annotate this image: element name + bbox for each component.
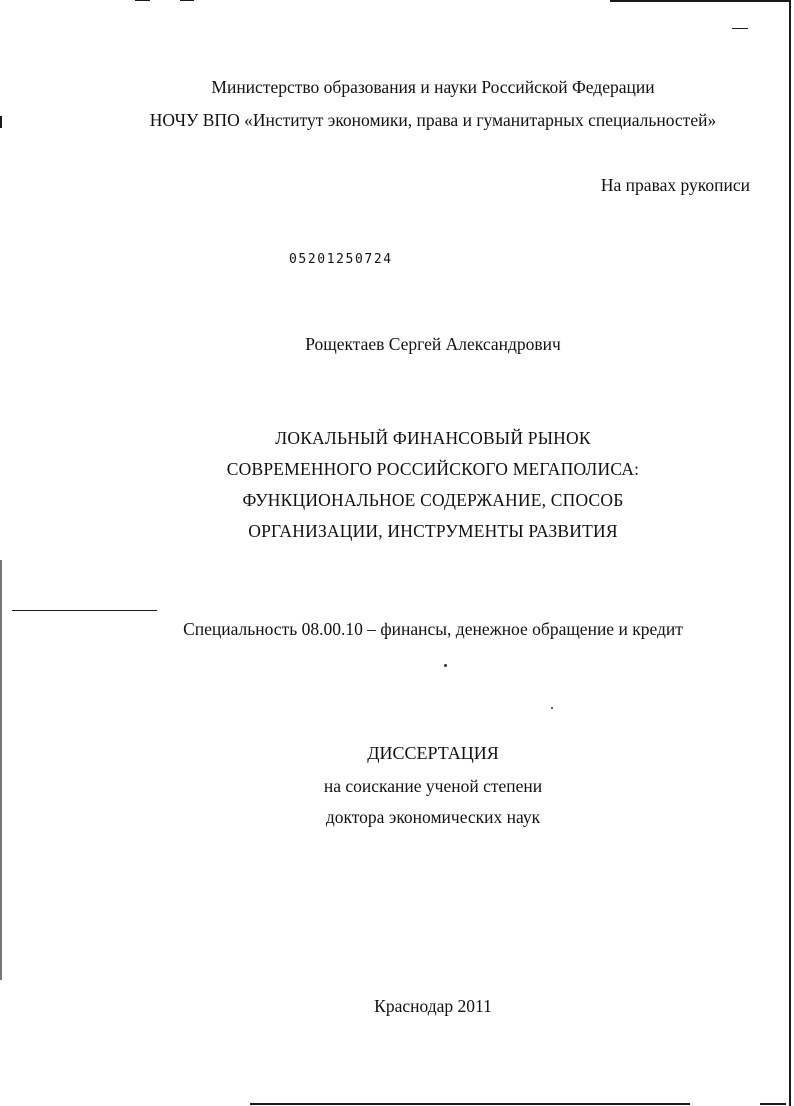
- scan-mark-top-1: [135, 0, 150, 1]
- title-line: ОРГАНИЗАЦИИ, ИНСТРУМЕНТЫ РАЗВИТИЯ: [248, 521, 618, 541]
- scan-speck-1: [444, 664, 447, 667]
- title-line: СОВРЕМЕННОГО РОССИЙСКОГО МЕГАПОЛИСА:: [226, 459, 640, 479]
- title-line: ЛОКАЛЬНЫЙ ФИНАНСОВЫЙ РЫНОК: [275, 428, 591, 448]
- scan-margin-line: [12, 610, 157, 611]
- work-type-label: ДИССЕРТАЦИЯ: [367, 743, 499, 763]
- degree-line: на соискание ученой степени: [323, 776, 543, 796]
- scan-mark-top-right: [732, 28, 748, 29]
- ministry-line: Министерство образования и науки Российской Федерации: [211, 77, 655, 97]
- scan-mark-top-2: [180, 0, 194, 1]
- scan-edge-top: [610, 0, 790, 2]
- scan-edge-right: [789, 0, 791, 1106]
- specialty-line: Специальность 08.00.10 – финансы, денежное обращение и кредит: [183, 619, 683, 639]
- catalog-number: 05201250724: [289, 252, 393, 267]
- scan-edge-bottom: [250, 1103, 690, 1105]
- institute-line: НОЧУ ВПО «Институт экономики, права и гуманитарных специальностей»: [149, 110, 717, 130]
- title-line: ФУНКЦИОНАЛЬНОЕ СОДЕРЖАНИЕ, СПОСОБ: [242, 490, 624, 510]
- manuscript-note: На правах рукописи: [600, 175, 750, 195]
- place-year: Краснодар 2011: [374, 996, 492, 1016]
- degree-field-line: доктора экономических наук: [325, 807, 541, 827]
- author-name: Рощектаев Сергей Александрович: [305, 334, 561, 354]
- scan-edge-bottom-right: [760, 1103, 786, 1105]
- scan-speck-2: [551, 707, 553, 709]
